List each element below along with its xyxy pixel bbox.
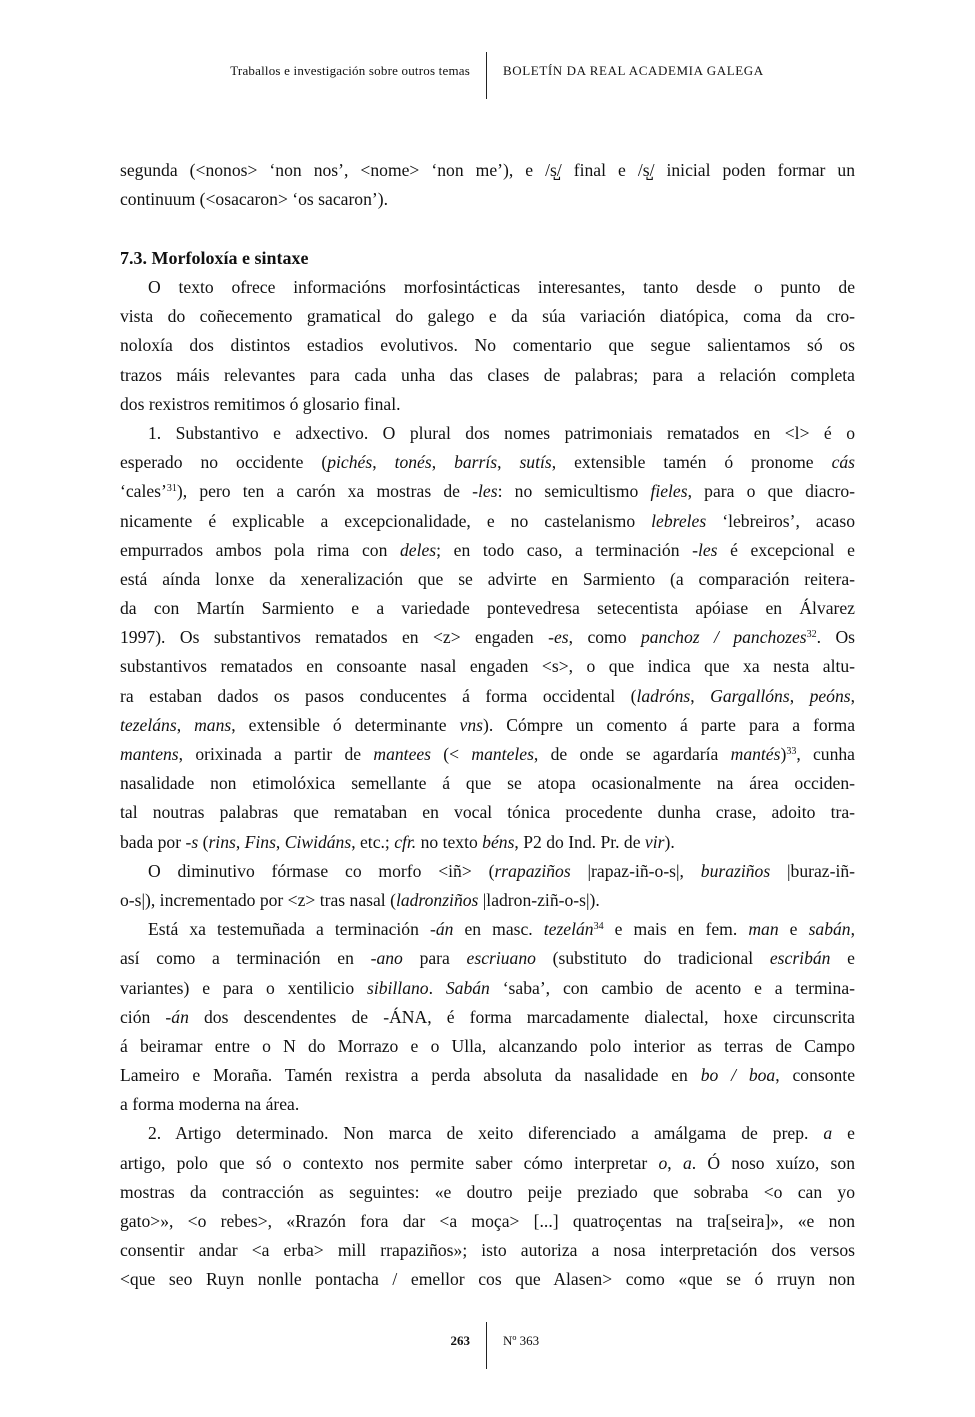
paragraph-line bbox=[120, 1032, 855, 1061]
text-run: 2. Artigo determinado. Non marca de xeito diferenciado a amálgama de prep. bbox=[148, 1123, 824, 1144]
paragraph-line bbox=[120, 1236, 855, 1265]
page-number: 263 bbox=[450, 1333, 470, 1348]
paragraph-line bbox=[120, 682, 855, 711]
italic-term: -les bbox=[472, 481, 498, 502]
footnote-ref: 32 bbox=[806, 629, 817, 641]
paragraph-line bbox=[120, 536, 855, 565]
italic-term: cás bbox=[831, 452, 856, 473]
italic-term: -án bbox=[165, 1006, 189, 1027]
text-run: , extensible tamén ó pronome bbox=[551, 452, 832, 473]
italic-term: -án bbox=[429, 919, 454, 940]
italic-term: ladronziños bbox=[395, 889, 479, 910]
paragraph-line bbox=[120, 302, 855, 331]
text-run: , bbox=[176, 714, 195, 735]
text-run: trazos máis relevantes para cada unha das clases de palabras; para a relación completa bbox=[120, 364, 855, 385]
text-run: e mais en fem. bbox=[603, 919, 749, 940]
italic-term: pichés bbox=[327, 452, 373, 473]
text-run: , bbox=[372, 452, 395, 473]
paragraph-line bbox=[120, 740, 855, 769]
italic-term: sibillano bbox=[367, 977, 429, 998]
paragraph-line bbox=[120, 769, 855, 798]
text-run: , bbox=[690, 685, 711, 706]
text-run: gato>», <o rebes>, «Rrazón fora dar <a moça> [...] quatroçentas na tra[seira]», «e non bbox=[120, 1211, 855, 1231]
footnote-ref: 33 bbox=[786, 746, 797, 757]
paragraph bbox=[120, 1119, 855, 1294]
italic-term: Fins bbox=[244, 831, 276, 852]
text-run: , bbox=[431, 452, 455, 473]
italic-term: panchoz / panchozes bbox=[640, 627, 807, 648]
text-run: ; en todo caso, a terminación bbox=[436, 539, 693, 560]
text-run: e bbox=[832, 1123, 855, 1144]
italic-term: ladróns bbox=[636, 685, 691, 706]
paragraph-line bbox=[120, 1119, 855, 1148]
text-run: 1997). Os substantivos rematados en <z> engaden bbox=[120, 627, 549, 648]
paragraph-line bbox=[120, 652, 855, 681]
text-run: artigo, polo que só o contexto nos permite saber cómo interpretar bbox=[120, 1152, 659, 1173]
text-run: , bbox=[667, 1152, 683, 1173]
text-run: no texto bbox=[416, 831, 483, 852]
paragraph-line bbox=[120, 448, 855, 477]
text-run: , P2 do Ind. Pr. de bbox=[514, 831, 645, 852]
text-run: á beiramar entre o N do Morrazo e o Ulla, alcanzando polo interior as terras de Campo bbox=[120, 1035, 855, 1056]
text-run: ). Cómpre un comento á parte para a forma bbox=[482, 714, 856, 735]
italic-term: mantés bbox=[730, 744, 781, 764]
paragraph-line bbox=[120, 711, 855, 740]
footnote-ref: 31 bbox=[166, 483, 177, 495]
italic-term: a bbox=[823, 1123, 833, 1144]
italic-term: vir bbox=[644, 831, 665, 852]
paragraph-line bbox=[120, 974, 855, 1003]
text-run: ), pero ten a carón xa mostras de bbox=[176, 481, 473, 502]
text-run: é excepcional e bbox=[717, 539, 855, 560]
intro-line bbox=[120, 156, 855, 185]
italic-term: sutís bbox=[519, 452, 552, 473]
italic-term: béns bbox=[482, 831, 515, 852]
text-run: , bbox=[235, 831, 245, 852]
header-divider bbox=[486, 52, 487, 99]
paragraph-line bbox=[120, 623, 855, 652]
text-run: ‘cales’ bbox=[120, 481, 167, 502]
italic-term: o bbox=[658, 1152, 668, 1173]
body-text bbox=[120, 273, 855, 1295]
paragraph-line bbox=[120, 361, 855, 390]
text-run: , orixinada a partir de bbox=[178, 744, 374, 764]
text-run: segunda (<nonos> ‘non nos’, <nome> ‘non me’), e /s̺/ final e /s̺/ inicial poden formar un bbox=[120, 160, 855, 180]
text-run: consentir andar <a erba> mill rrapaziños»; isto autoriza a nosa interpretación dos versos bbox=[120, 1240, 855, 1261]
text-run: O diminutivo fórmase co morfo <iñ> ( bbox=[148, 860, 495, 881]
text-run: <que seo Ruyn nonlle pontacha / emellor cos que Alasen> como «que se ó rruyn non bbox=[120, 1269, 855, 1290]
italic-term: rins bbox=[208, 831, 236, 852]
paragraph-line bbox=[120, 798, 855, 827]
text-run: o-s|), incrementado por <z> tras nasal ( bbox=[120, 889, 396, 910]
paragraph bbox=[120, 915, 855, 1119]
paragraph-line bbox=[120, 565, 855, 594]
text-run: nicamente é explicable a excepcionalidade, e no castelanismo bbox=[120, 510, 652, 531]
italic-term: peóns bbox=[809, 685, 851, 706]
text-run: , bbox=[497, 452, 520, 473]
text-run: ) bbox=[780, 744, 787, 764]
italic-term: -les bbox=[692, 539, 718, 560]
text-run: , extensible ó determinante bbox=[231, 714, 460, 735]
italic-term: mantees bbox=[373, 744, 432, 764]
text-run: , etc.; bbox=[351, 831, 395, 852]
paragraph-line bbox=[120, 1090, 855, 1119]
footer-divider bbox=[486, 1322, 487, 1369]
paragraph-line bbox=[120, 1207, 855, 1236]
text-run: a forma moderna na área. bbox=[120, 1094, 300, 1115]
paragraph bbox=[120, 857, 855, 915]
italic-term: -s bbox=[185, 831, 199, 852]
paragraph bbox=[120, 419, 855, 857]
text-run: Está xa testemuñada a terminación bbox=[148, 919, 430, 940]
text-run: , para o que diacro- bbox=[687, 481, 855, 502]
italic-term: deles bbox=[400, 539, 437, 560]
text-run: , bbox=[275, 831, 285, 852]
italic-term: manteles bbox=[471, 744, 534, 764]
italic-term: tezelán bbox=[543, 919, 594, 940]
text-run: . Ó noso xuízo, son bbox=[691, 1152, 856, 1173]
italic-term: tonés bbox=[394, 452, 432, 473]
paragraph-line bbox=[120, 857, 855, 886]
paragraph-line bbox=[120, 1178, 855, 1207]
text-run: bada por bbox=[120, 831, 186, 852]
issue-number: Nº 363 bbox=[503, 1333, 540, 1348]
text-run: , bbox=[789, 685, 810, 706]
text-run: dos rexistros remitimos ó glosario final. bbox=[120, 393, 401, 414]
text-run: mostras da contracción as seguintes: «e doutro peije preziado que sobraba <o can yo bbox=[120, 1181, 855, 1202]
text-run: así como a terminación en bbox=[120, 948, 371, 969]
text-run: está aínda lonxe da xeneralización que se advirte en Sarmiento (a comparación reitera- bbox=[120, 568, 855, 589]
text-run: . Os bbox=[816, 627, 855, 648]
header-section-title: Traballos e investigación sobre outros temas bbox=[230, 63, 470, 78]
text-run: . bbox=[428, 977, 446, 998]
text-run: (< bbox=[431, 744, 472, 764]
paragraph-line bbox=[120, 594, 855, 623]
text-run: , de onde se agardaría bbox=[533, 744, 731, 764]
paragraph-line bbox=[120, 1149, 855, 1178]
paragraph-line bbox=[120, 1265, 855, 1294]
text-run: da con Martín Sarmiento e a variedade pontevedresa setecentista apóiase en Álvarez bbox=[120, 598, 855, 619]
section-heading: 7.3. Morfoloxía e sintaxe bbox=[120, 248, 309, 268]
paragraph-line bbox=[120, 886, 855, 915]
paragraph bbox=[120, 273, 855, 419]
italic-term: buraziños bbox=[700, 860, 771, 881]
italic-term: Sabán bbox=[445, 977, 490, 998]
text-run: O texto ofrece informacións morfosintácticas interesantes, tanto desde o punto de bbox=[148, 277, 855, 297]
paragraph-line bbox=[120, 419, 855, 448]
paragraph-line bbox=[120, 1003, 855, 1032]
text-run: e bbox=[778, 919, 809, 940]
text-run: vista do coñecemento gramatical do galego e da súa variación diatópica, coma da cro- bbox=[120, 306, 855, 327]
paragraph-line bbox=[120, 273, 855, 302]
text-run: variantes) e para o xentilicio bbox=[120, 977, 367, 998]
italic-term: mans bbox=[194, 714, 232, 735]
italic-term: vns bbox=[459, 714, 483, 735]
italic-term: escribán bbox=[769, 948, 831, 969]
text-run: substantivos rematados en consoante nasal engaden <s>, o que indica que xa nesta altu- bbox=[120, 656, 855, 677]
text-run: ( bbox=[198, 831, 209, 852]
italic-term: -ano bbox=[370, 948, 403, 969]
text-run: , bbox=[850, 919, 856, 940]
header-journal-title: BOLETÍN DA REAL ACADEMIA GALEGA bbox=[503, 63, 764, 78]
text-run: ‘lebreiros’, acaso bbox=[706, 510, 855, 531]
italic-term: rrapaziños bbox=[494, 860, 571, 881]
text-run: |buraz-iñ- bbox=[770, 860, 855, 881]
paragraph-line bbox=[120, 331, 855, 360]
italic-term: cfr. bbox=[394, 831, 417, 852]
text-run: (substituto do tradicional bbox=[535, 948, 770, 969]
italic-term: sabán bbox=[808, 919, 851, 940]
italic-term: -es bbox=[548, 627, 569, 648]
paragraph-line bbox=[120, 390, 855, 419]
text-run: continuum (<osacaron> ‘os sacaron’). bbox=[120, 189, 389, 210]
italic-term: man bbox=[748, 919, 779, 940]
text-run: , consonte bbox=[775, 1065, 856, 1086]
italic-term: a bbox=[682, 1152, 692, 1173]
text-run: 1. Substantivo e adxectivo. O plural dos nomes patrimoniais rematados en <l> é o bbox=[148, 422, 855, 443]
intro-paragraph bbox=[120, 156, 855, 214]
text-run: tal noutras palabras que remataban en vocal tónica procedente dunha crase, adoito tra- bbox=[120, 802, 855, 823]
text-run: , como bbox=[568, 627, 641, 648]
italic-term: mantens bbox=[120, 744, 179, 764]
italic-term: bo / boa bbox=[700, 1065, 776, 1086]
text-run: esperado no occidente ( bbox=[120, 452, 328, 473]
text-run: |ladron-ziñ-o-s|). bbox=[478, 889, 600, 910]
text-run: dos descendentes de -ÁNA, é forma marcadamente dialectal, hoxe circunscrita bbox=[188, 1006, 855, 1027]
text-run: , cunha bbox=[796, 744, 855, 764]
text-run: : no semicultismo bbox=[497, 481, 651, 502]
text-run: ción bbox=[120, 1006, 166, 1027]
text-run: ‘saba’, con cambio de acento e a termina- bbox=[489, 977, 856, 998]
text-run: Lameiro e Moraña. Tamén rexistra a perda absoluta da nasalidade en bbox=[120, 1065, 701, 1086]
paragraph-line bbox=[120, 507, 855, 536]
text-run: |rapaz-iñ-o-s|, bbox=[570, 860, 701, 881]
paragraph-line bbox=[120, 828, 855, 857]
text-run: ra estaban dados os pasos conducentes á forma occidental ( bbox=[120, 685, 637, 706]
italic-term: tezeláns bbox=[120, 714, 177, 735]
text-run: ). bbox=[664, 831, 675, 852]
text-run: e bbox=[830, 948, 855, 969]
text-run: en masc. bbox=[453, 919, 544, 940]
text-run: para bbox=[402, 948, 467, 969]
paragraph-line bbox=[120, 477, 855, 506]
italic-term: barrís bbox=[454, 452, 498, 473]
italic-term: escriuano bbox=[466, 948, 536, 969]
italic-term: Gargallóns bbox=[710, 685, 790, 706]
paragraph-line bbox=[120, 915, 855, 944]
intro-line bbox=[120, 185, 855, 214]
text-run: empurrados ambos pola rima con bbox=[120, 539, 400, 560]
footnote-ref: 34 bbox=[593, 921, 604, 933]
italic-term: lebreles bbox=[651, 510, 707, 531]
italic-term: Ciwidáns bbox=[284, 831, 352, 852]
italic-term: fieles bbox=[650, 481, 688, 502]
text-run: , bbox=[850, 685, 856, 706]
text-run: nasalidade non etimolóxica semellante á que se atopa ocasionalmente na área occiden- bbox=[120, 773, 855, 794]
paragraph-line bbox=[120, 944, 855, 973]
paragraph-line bbox=[120, 1061, 855, 1090]
text-run: noloxía dos distintos estadios evolutivos. No comentario que segue salientamos só os bbox=[120, 335, 855, 356]
